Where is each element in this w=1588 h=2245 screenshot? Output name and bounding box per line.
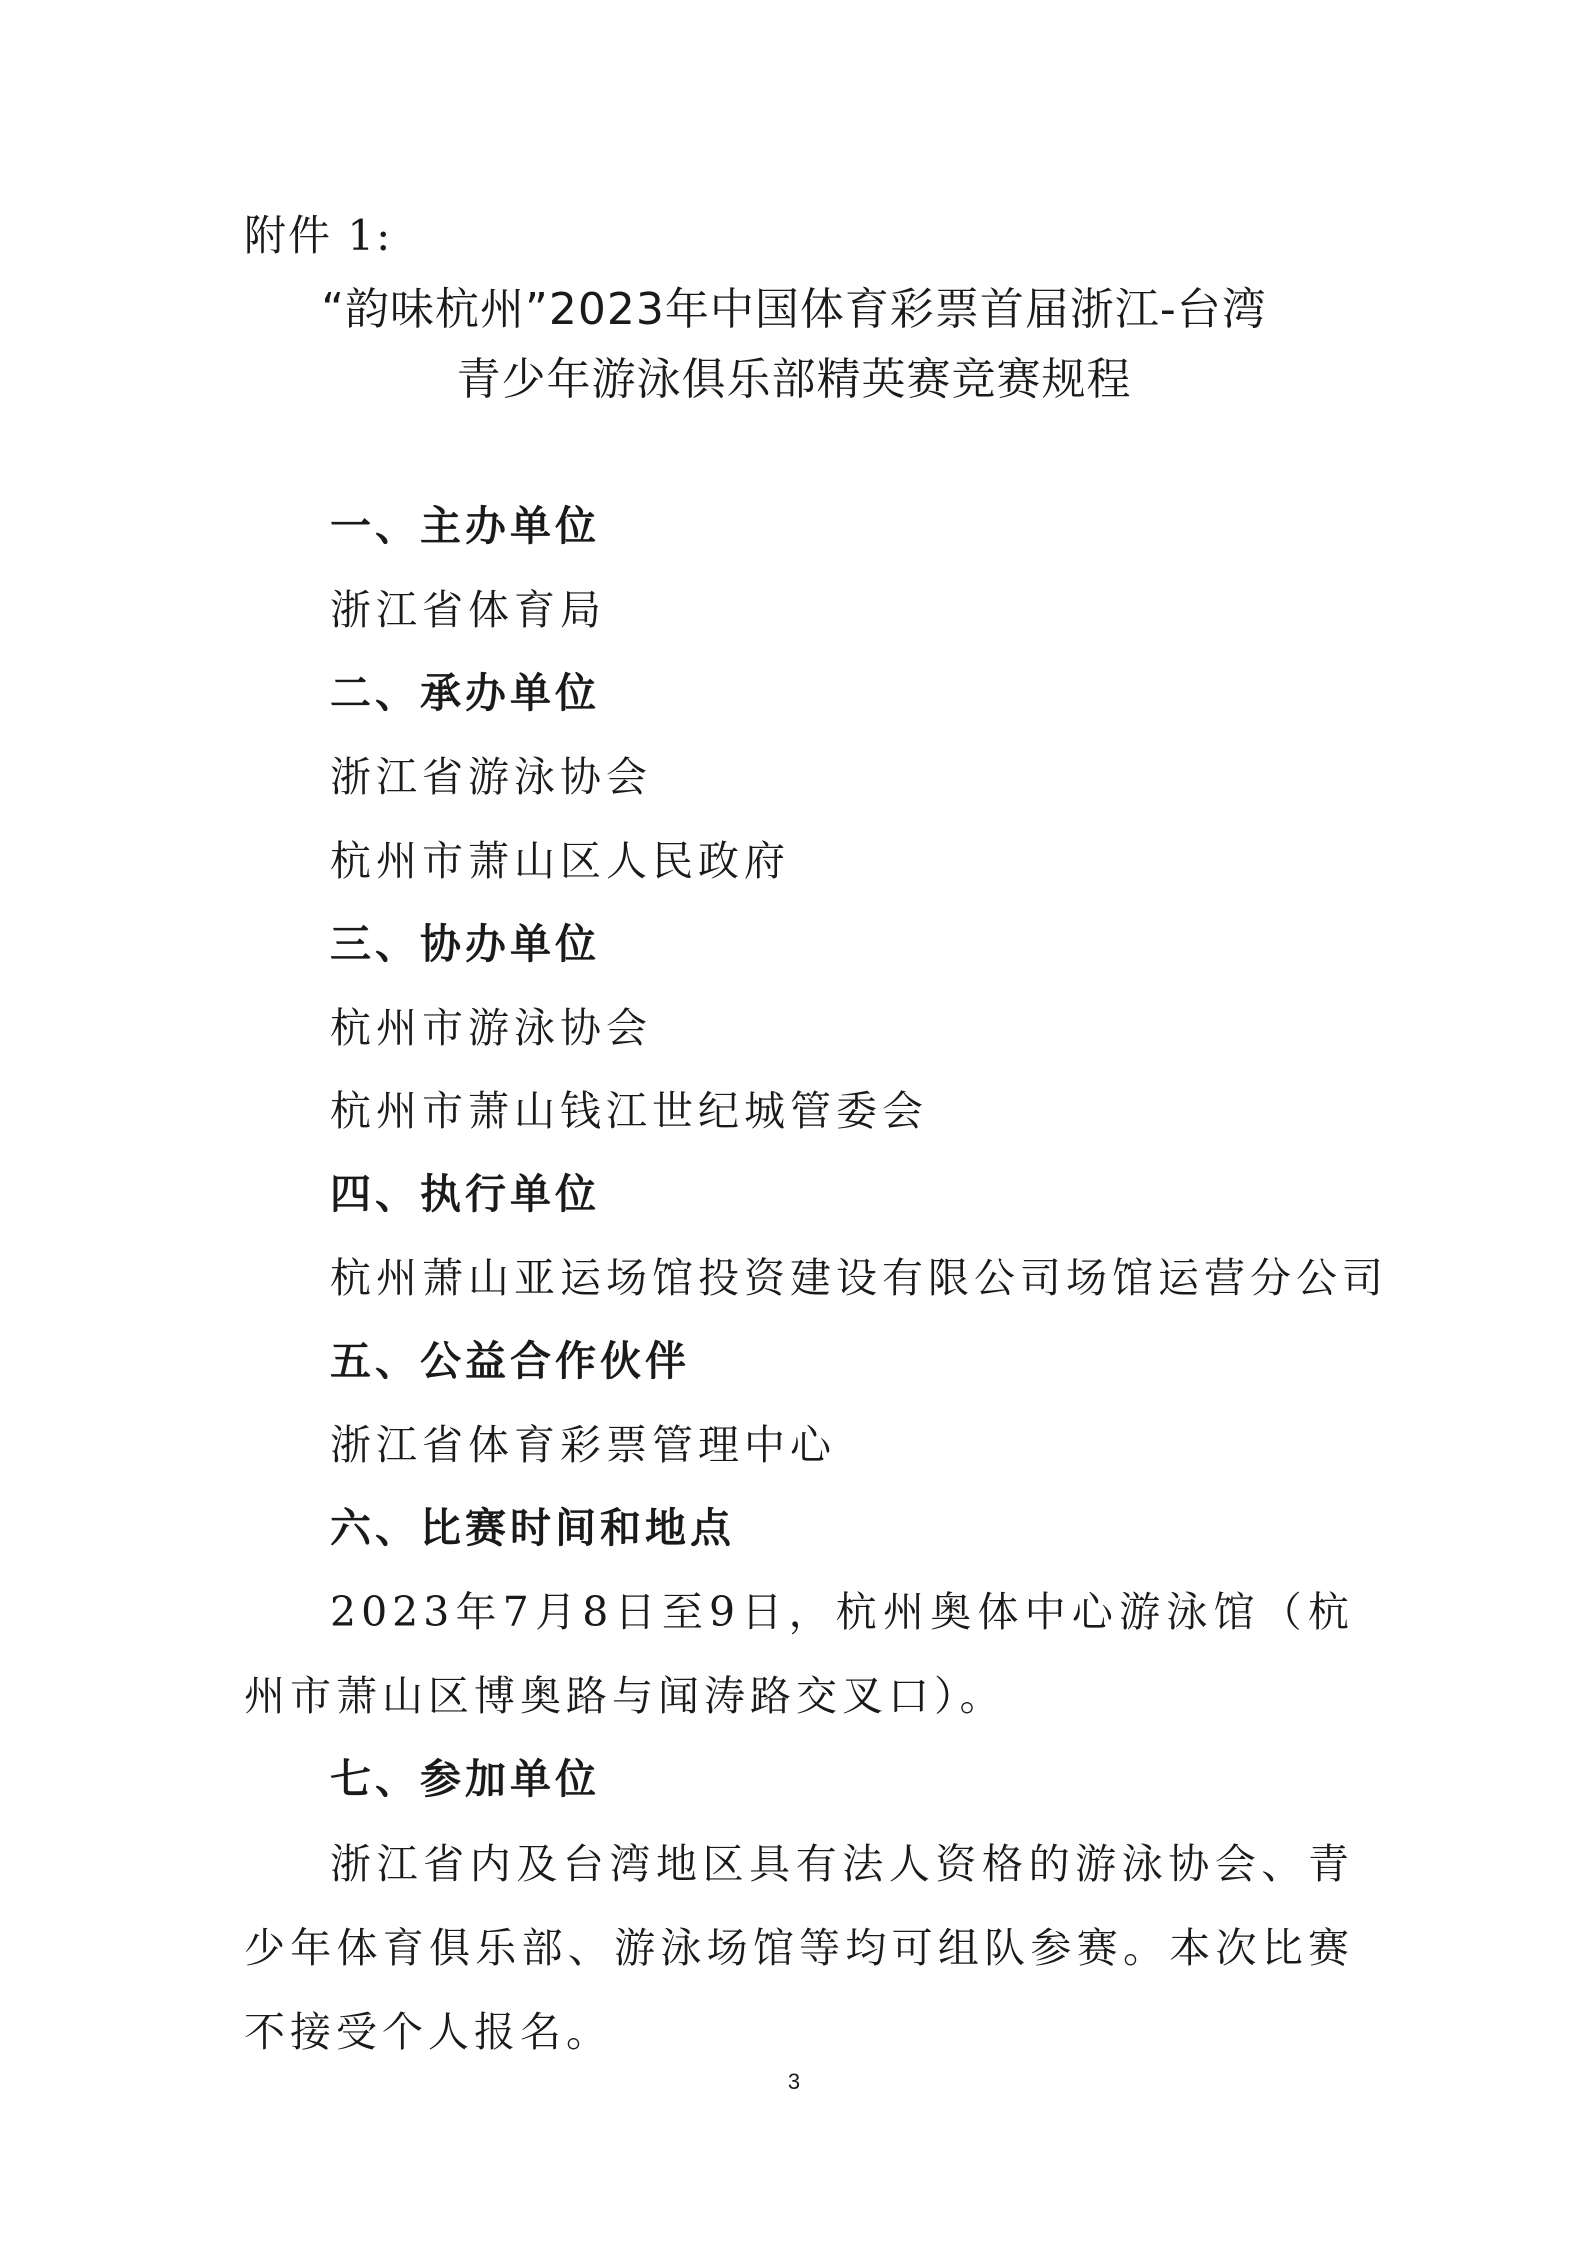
co-organizer-name-1: 杭州市游泳协会 — [330, 1004, 652, 1052]
host-name-1: 浙江省游泳协会 — [330, 753, 652, 801]
section-heading-executor: 四、执行单位 — [330, 1170, 600, 1218]
section-heading-participants: 七、参加单位 — [330, 1755, 600, 1803]
executor-name: 杭州萧山亚运场馆投资建设有限公司场馆运营分公司 — [330, 1254, 1388, 1302]
organizer-name: 浙江省体育局 — [330, 586, 606, 634]
section-heading-co-organizer: 三、协办单位 — [330, 920, 600, 968]
section-heading-partner: 五、公益合作伙伴 — [330, 1337, 690, 1385]
attachment-label: 附件 1: — [244, 211, 393, 260]
document-title-line-1: “韵味杭州”2023年中国体育彩票首届浙江-台湾 — [321, 284, 1267, 335]
section-heading-host: 二、承办单位 — [330, 669, 600, 717]
time-venue-paragraph: 2023年7月8日至9日，杭州奥体中心游泳馆（杭州市萧山区博奥路与闻涛路交叉口）。 — [244, 1588, 1354, 1720]
section-heading-organizer: 一、主办单位 — [330, 502, 600, 550]
section-heading-time-venue: 六、比赛时间和地点 — [330, 1504, 735, 1552]
page-number: 3 — [787, 2069, 801, 2094]
document-title-line-2: 青少年游泳俱乐部精英赛竞赛规程 — [456, 354, 1132, 405]
partner-name: 浙江省体育彩票管理中心 — [330, 1421, 836, 1469]
co-organizer-name-2: 杭州市萧山钱江世纪城管委会 — [330, 1087, 928, 1135]
participants-paragraph: 浙江省内及台湾地区具有法人资格的游泳协会、青少年体育俱乐部、游泳场馆等均可组队参赛。本次比赛不接受个人报名。 — [244, 1840, 1354, 2056]
host-name-2: 杭州市萧山区人民政府 — [330, 837, 790, 885]
